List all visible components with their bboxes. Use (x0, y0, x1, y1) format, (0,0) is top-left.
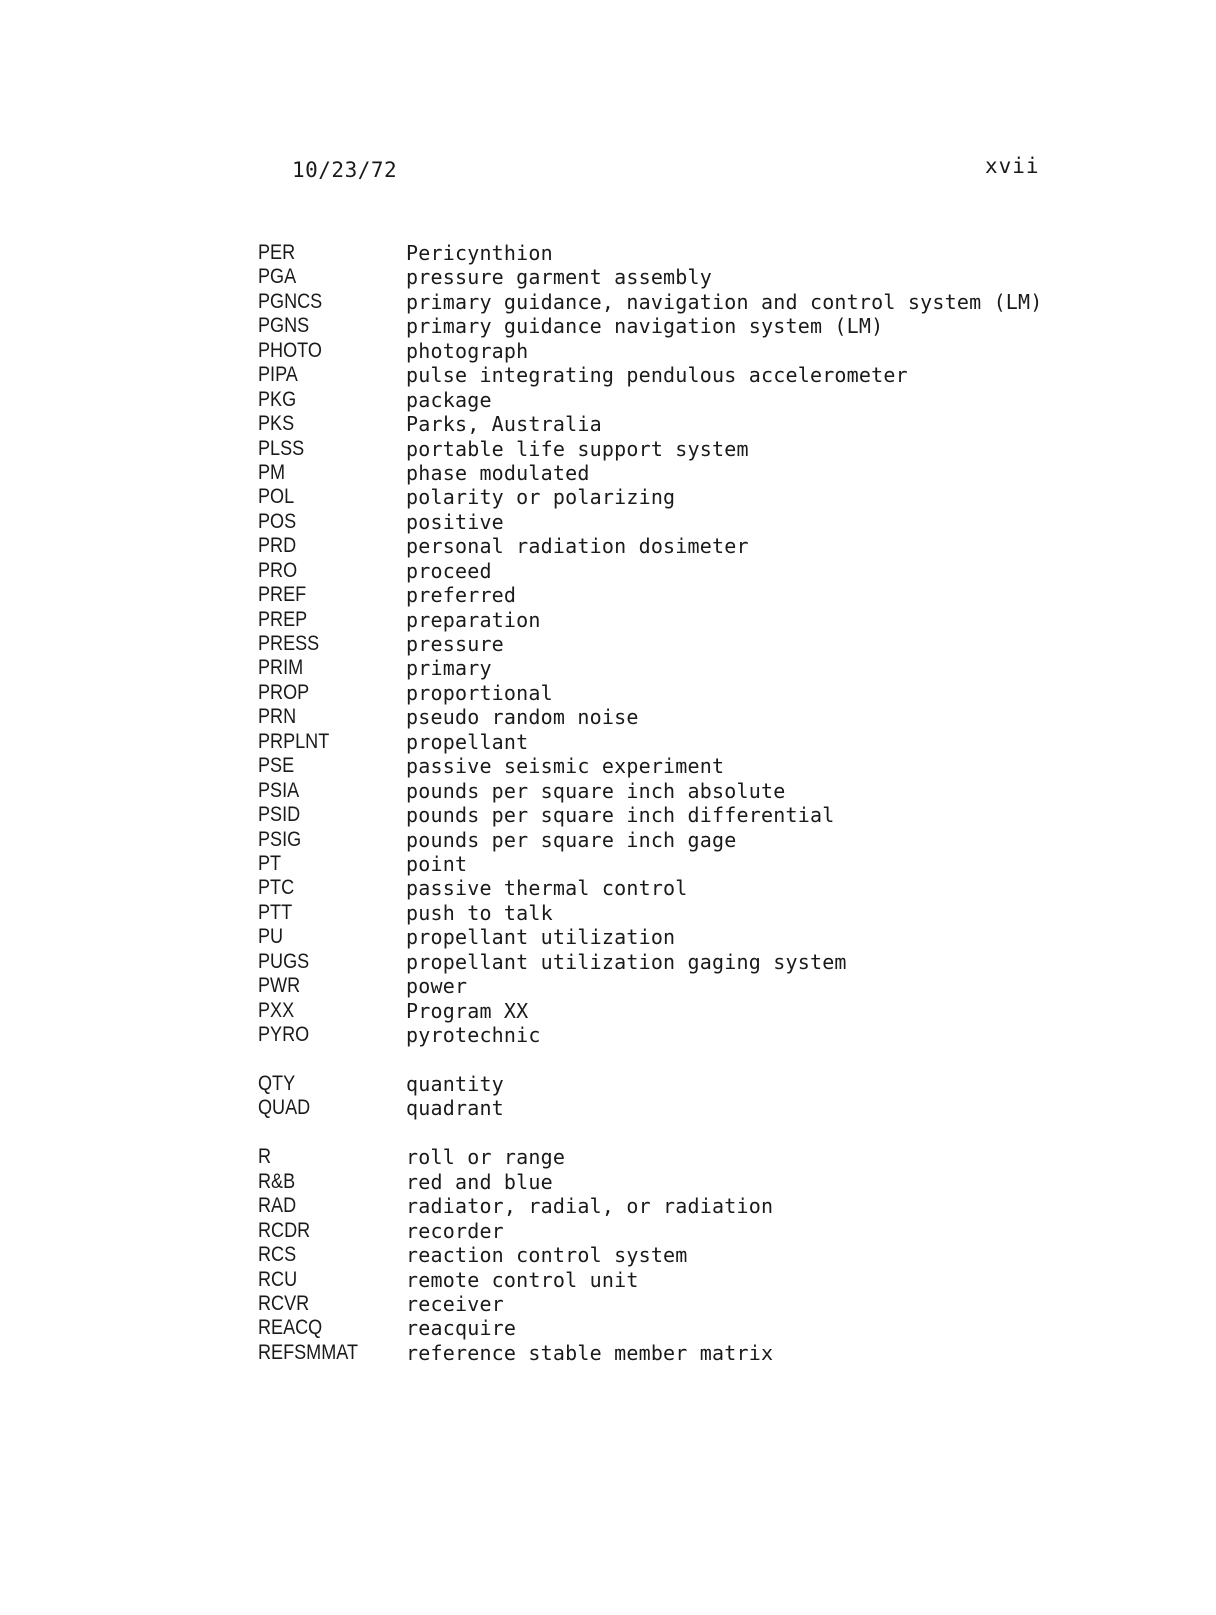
definition: preferred (406, 583, 517, 608)
abbreviation: PRD (258, 534, 297, 558)
abbreviation: PRIM (258, 656, 304, 680)
definition: proportional (406, 680, 553, 705)
glossary-section (258, 1145, 1058, 1365)
definition: positive (406, 509, 504, 534)
abbreviation: POS (258, 509, 297, 533)
definition: remote control unit (406, 1267, 639, 1292)
document-date: 10/23/72 (292, 158, 398, 182)
abbreviation: PUGS (258, 949, 310, 973)
abbreviation: POL (258, 485, 295, 509)
page-number: xvii (985, 154, 1040, 178)
glossary-entry (258, 388, 1058, 412)
glossary-entry (258, 437, 1058, 461)
abbreviation: PIPA (258, 363, 298, 387)
glossary-entry (258, 559, 1058, 583)
abbreviation: PLSS (258, 436, 305, 460)
definition: pressure (406, 632, 504, 656)
abbreviation: RCVR (258, 1291, 310, 1315)
definition: quadrant (406, 1096, 504, 1121)
glossary-entry (258, 339, 1058, 363)
glossary-entry (258, 1243, 1058, 1267)
definition: passive seismic experiment (406, 754, 725, 779)
glossary-entry (258, 1219, 1058, 1243)
definition: reference stable member matrix (406, 1340, 774, 1365)
definition: pressure garment assembly (406, 265, 713, 290)
definition: phase modulated (406, 460, 590, 485)
definition: primary guidance, navigation and control system (LM) (406, 289, 1043, 314)
glossary-entry (258, 876, 1058, 900)
glossary-entry (258, 265, 1058, 289)
glossary-entry (258, 754, 1058, 778)
definition: pseudo random noise (406, 705, 639, 730)
abbreviation: PRN (258, 705, 297, 729)
abbreviation: RCU (258, 1267, 298, 1291)
abbreviation: REACQ (258, 1316, 323, 1340)
glossary-section (258, 241, 1058, 1047)
abbreviation: PKG (258, 387, 297, 411)
abbreviation: QUAD (258, 1096, 311, 1120)
abbreviation: QTY (258, 1071, 296, 1095)
glossary-entry (258, 1341, 1058, 1365)
definition: package (406, 387, 492, 412)
glossary-entry (258, 681, 1058, 705)
definition: polarity or polarizing (406, 485, 676, 510)
glossary-entry (258, 852, 1058, 876)
glossary-entry (258, 803, 1058, 827)
glossary-entry (258, 1072, 1058, 1096)
glossary-entry (258, 1194, 1058, 1218)
abbreviation: PRO (258, 558, 298, 582)
definition: portable life support system (406, 436, 749, 461)
glossary-entry (258, 485, 1058, 509)
definition: radiator, radial, or radiation (406, 1194, 774, 1219)
definition: Pericynthion (406, 241, 553, 265)
abbreviation: R (258, 1145, 272, 1169)
abbreviation: PSE (258, 754, 295, 778)
glossary-entry (258, 974, 1058, 998)
definition: point (406, 851, 468, 876)
definition: pounds per square inch absolute (406, 778, 786, 803)
abbreviation: PSID (258, 803, 301, 827)
glossary-entry (258, 779, 1058, 803)
glossary-entry (258, 950, 1058, 974)
glossary-entry (258, 363, 1058, 387)
definition: propellant utilization (406, 925, 676, 950)
definition: primary guidance navigation system (LM) (406, 314, 884, 339)
definition: passive thermal control (406, 876, 688, 901)
abbreviation: PREP (258, 607, 308, 631)
definition: reacquire (406, 1316, 517, 1341)
abbreviation: PRPLNT (258, 729, 330, 753)
definition: proceed (406, 558, 492, 583)
definition: Program XX (406, 998, 529, 1023)
abbreviation: PSIG (258, 827, 302, 851)
abbreviation: PTC (258, 876, 295, 900)
definition: roll or range (406, 1145, 566, 1170)
definition: power (406, 974, 468, 999)
glossary-entry (258, 534, 1058, 558)
abbreviation: RAD (258, 1194, 297, 1218)
glossary-entry (258, 999, 1058, 1023)
abbreviation: PT (258, 851, 282, 875)
definition: pounds per square inch differential (406, 803, 835, 828)
glossary-section (258, 1072, 1058, 1121)
glossary-entry (258, 461, 1058, 485)
glossary-entry (258, 1023, 1058, 1047)
abbreviation: PGA (258, 265, 297, 289)
glossary-entry (258, 510, 1058, 534)
definition: reaction control system (406, 1243, 688, 1268)
glossary-entry (258, 730, 1058, 754)
glossary-entry (258, 656, 1058, 680)
definition: personal radiation dosimeter (406, 534, 749, 559)
abbreviation-glossary (258, 241, 1058, 1365)
glossary-entry (258, 1145, 1058, 1169)
glossary-entry (258, 828, 1058, 852)
definition: recorder (406, 1218, 504, 1243)
definition: Parks, Australia (406, 412, 602, 437)
definition: push to talk (406, 900, 553, 925)
abbreviation: RCS (258, 1243, 297, 1267)
glossary-entry (258, 583, 1058, 607)
definition: quantity (406, 1071, 504, 1096)
glossary-entry (258, 290, 1058, 314)
glossary-entry (258, 1292, 1058, 1316)
glossary-entry (258, 1268, 1058, 1292)
definition: photograph (406, 338, 529, 363)
definition: red and blue (406, 1169, 553, 1194)
definition: propellant utilization gaging system (406, 949, 847, 974)
glossary-entry (258, 632, 1058, 656)
abbreviation: PGNCS (258, 289, 323, 313)
abbreviation: PER (258, 241, 296, 264)
glossary-entry (258, 412, 1058, 436)
glossary-entry (258, 925, 1058, 949)
abbreviation: PKS (258, 412, 295, 436)
abbreviation: PYRO (258, 1023, 310, 1046)
definition: pulse integrating pendulous accelerometer (406, 363, 908, 388)
glossary-entry (258, 1096, 1058, 1120)
abbreviation: PTT (258, 900, 293, 924)
abbreviation: RCDR (258, 1218, 311, 1242)
definition: receiver (406, 1291, 504, 1316)
definition: primary (406, 656, 492, 681)
abbreviation: PWR (258, 974, 301, 998)
glossary-entry (258, 1316, 1058, 1340)
glossary-entry (258, 241, 1058, 265)
abbreviation: PROP (258, 680, 310, 704)
abbreviation: PU (258, 925, 284, 949)
definition: preparation (406, 607, 541, 632)
definition: pyrotechnic (406, 1023, 541, 1047)
abbreviation: PREF (258, 583, 307, 607)
definition: propellant (406, 729, 529, 754)
abbreviation: REFSMMAT (258, 1340, 359, 1364)
abbreviation: PSIA (258, 778, 300, 802)
glossary-entry (258, 314, 1058, 338)
abbreviation: PXX (258, 998, 295, 1022)
abbreviation: PGNS (258, 314, 310, 338)
abbreviation: R&B (258, 1169, 296, 1193)
abbreviation: PHOTO (258, 338, 322, 362)
glossary-entry (258, 705, 1058, 729)
abbreviation: PRESS (258, 632, 320, 655)
glossary-entry (258, 608, 1058, 632)
abbreviation: PM (258, 460, 286, 484)
definition: pounds per square inch gage (406, 827, 737, 852)
glossary-entry (258, 901, 1058, 925)
glossary-entry (258, 1170, 1058, 1194)
